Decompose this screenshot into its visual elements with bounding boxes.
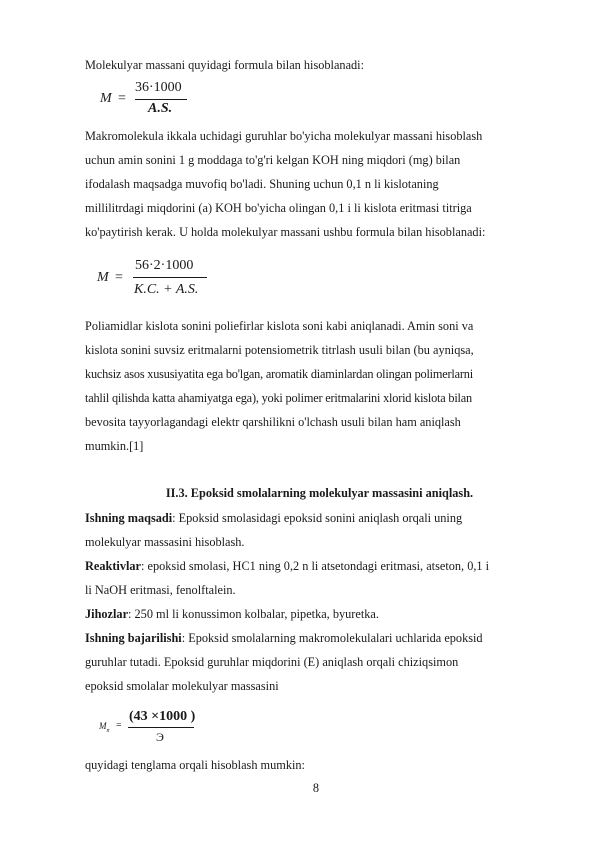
formula2-lhs: M [97,270,109,285]
reagents-label: Reaktivlar [85,559,142,573]
purpose-line [85,510,462,526]
formula2-numerator: 56·2·1000 [135,258,194,273]
procedure-label: Ishning bajarilishi [85,631,182,645]
procedure-text-cont: guruhlar tutadi. Epoksid guruhlar miqdorini (E) aniqlash orqali chiziqsimon [85,655,459,669]
paragraph1-line: ifodalash maqsadga muvofiq bo'ladi. Shuning uchun 0,1 n li kislotaning [85,177,439,191]
paragraph1-line: Makromolekula ikkala uchidagi guruhlar bo'yicha molekulyar massani hisoblash [85,129,483,143]
formula3-lhs [99,721,110,734]
closing-line: quyidagi tenglama orqali hisoblash mumkin: [85,758,305,772]
equipment-line [85,606,379,622]
paragraph2-line: tahlil qilishda katta ahamiyatga ega), yoki polimer eritmalarini xlorid kislota bilan [85,391,472,405]
equipment-label: Jihozlar [85,607,129,621]
section-heading: II.3. Epoksid smolalarning molekulyar massasini aniqlash. [165,486,474,500]
formula1-equals: = [118,91,126,106]
formula1-lhs: M [100,91,112,106]
reagents-text: : epoksid smolasi, HC1 ning 0,2 n li atsetondagi eritmasi, atseton, 0,1 i [141,559,490,573]
paragraph1-line: millilitrdagi miqdorini (a) KOH bo'yicha olingan 0,1 i li kislota eritmasi titriga [85,201,472,215]
page-number: 8 [312,781,320,795]
formula1-denominator: A.S. [148,101,173,116]
formula3-subscript: n [106,727,110,734]
formula3-numerator: (43 ×1000 ) [129,709,196,724]
procedure-text-cont: epoksid smolalar molekulyar massasini [85,679,279,693]
purpose-text: : Epoksid smolasidagi epoksid sonini aniqlash orqali uning [172,511,463,525]
paragraph2-line: bevosita tayyorlagandagi elektr qarshilikni o'lchash usuli bilan ham aniqlash [85,415,461,429]
procedure-text: : Epoksid smolalarning makromolekulalari uchlarida epoksid [181,631,483,645]
formula2-fraction-bar [133,277,207,278]
paragraph2-line: mumkin.[1] [85,439,144,453]
formula1-fraction-bar [135,99,187,100]
formula3-denominator: Э [156,730,164,744]
procedure-line [85,630,483,646]
formula3-equals: = [116,720,122,731]
reagents-text-cont: li NaOH eritmasi, fenolftalein. [85,583,236,597]
equipment-text: : 250 ml li konussimon kolbalar, pipetka, byuretka. [128,607,379,621]
formula2-denominator: K.C. + A.S. [134,282,199,297]
paragraph2-line: kislota sonini suvsiz eritmalarni potensiometrik titrlash usuli bilan (bu ayniqsa, [85,343,474,357]
formula1-numerator: 36·1000 [135,80,182,95]
paragraph1-line: ko'paytirish kerak. U holda molekulyar massani ushbu formula bilan hisoblanadi: [85,225,486,239]
paragraph2-line: kuchsiz asos xususiyatita ega bo'lgan, aromatik diaminlardan olingan polimerlarni [85,367,473,381]
purpose-text-cont: molekulyar massasini hisoblash. [85,535,245,549]
formula2-equals: = [115,270,123,285]
formula3-lhs-symbol: M [99,721,107,731]
purpose-label: Ishning maqsadi [85,511,173,525]
reagents-line [85,558,489,574]
intro-line: Molekulyar massani quyidagi formula bilan hisoblanadi: [85,58,365,72]
paragraph2-line: Poliamidlar kislota sonini poliefirlar kislota soni kabi aniqlanadi. Amin soni va [85,319,474,333]
formula3-fraction-bar [128,727,194,728]
paragraph1-line: uchun amin sonini 1 g moddaga to'g'ri kelgan KOH ning miqdori (mg) bilan [85,153,461,167]
